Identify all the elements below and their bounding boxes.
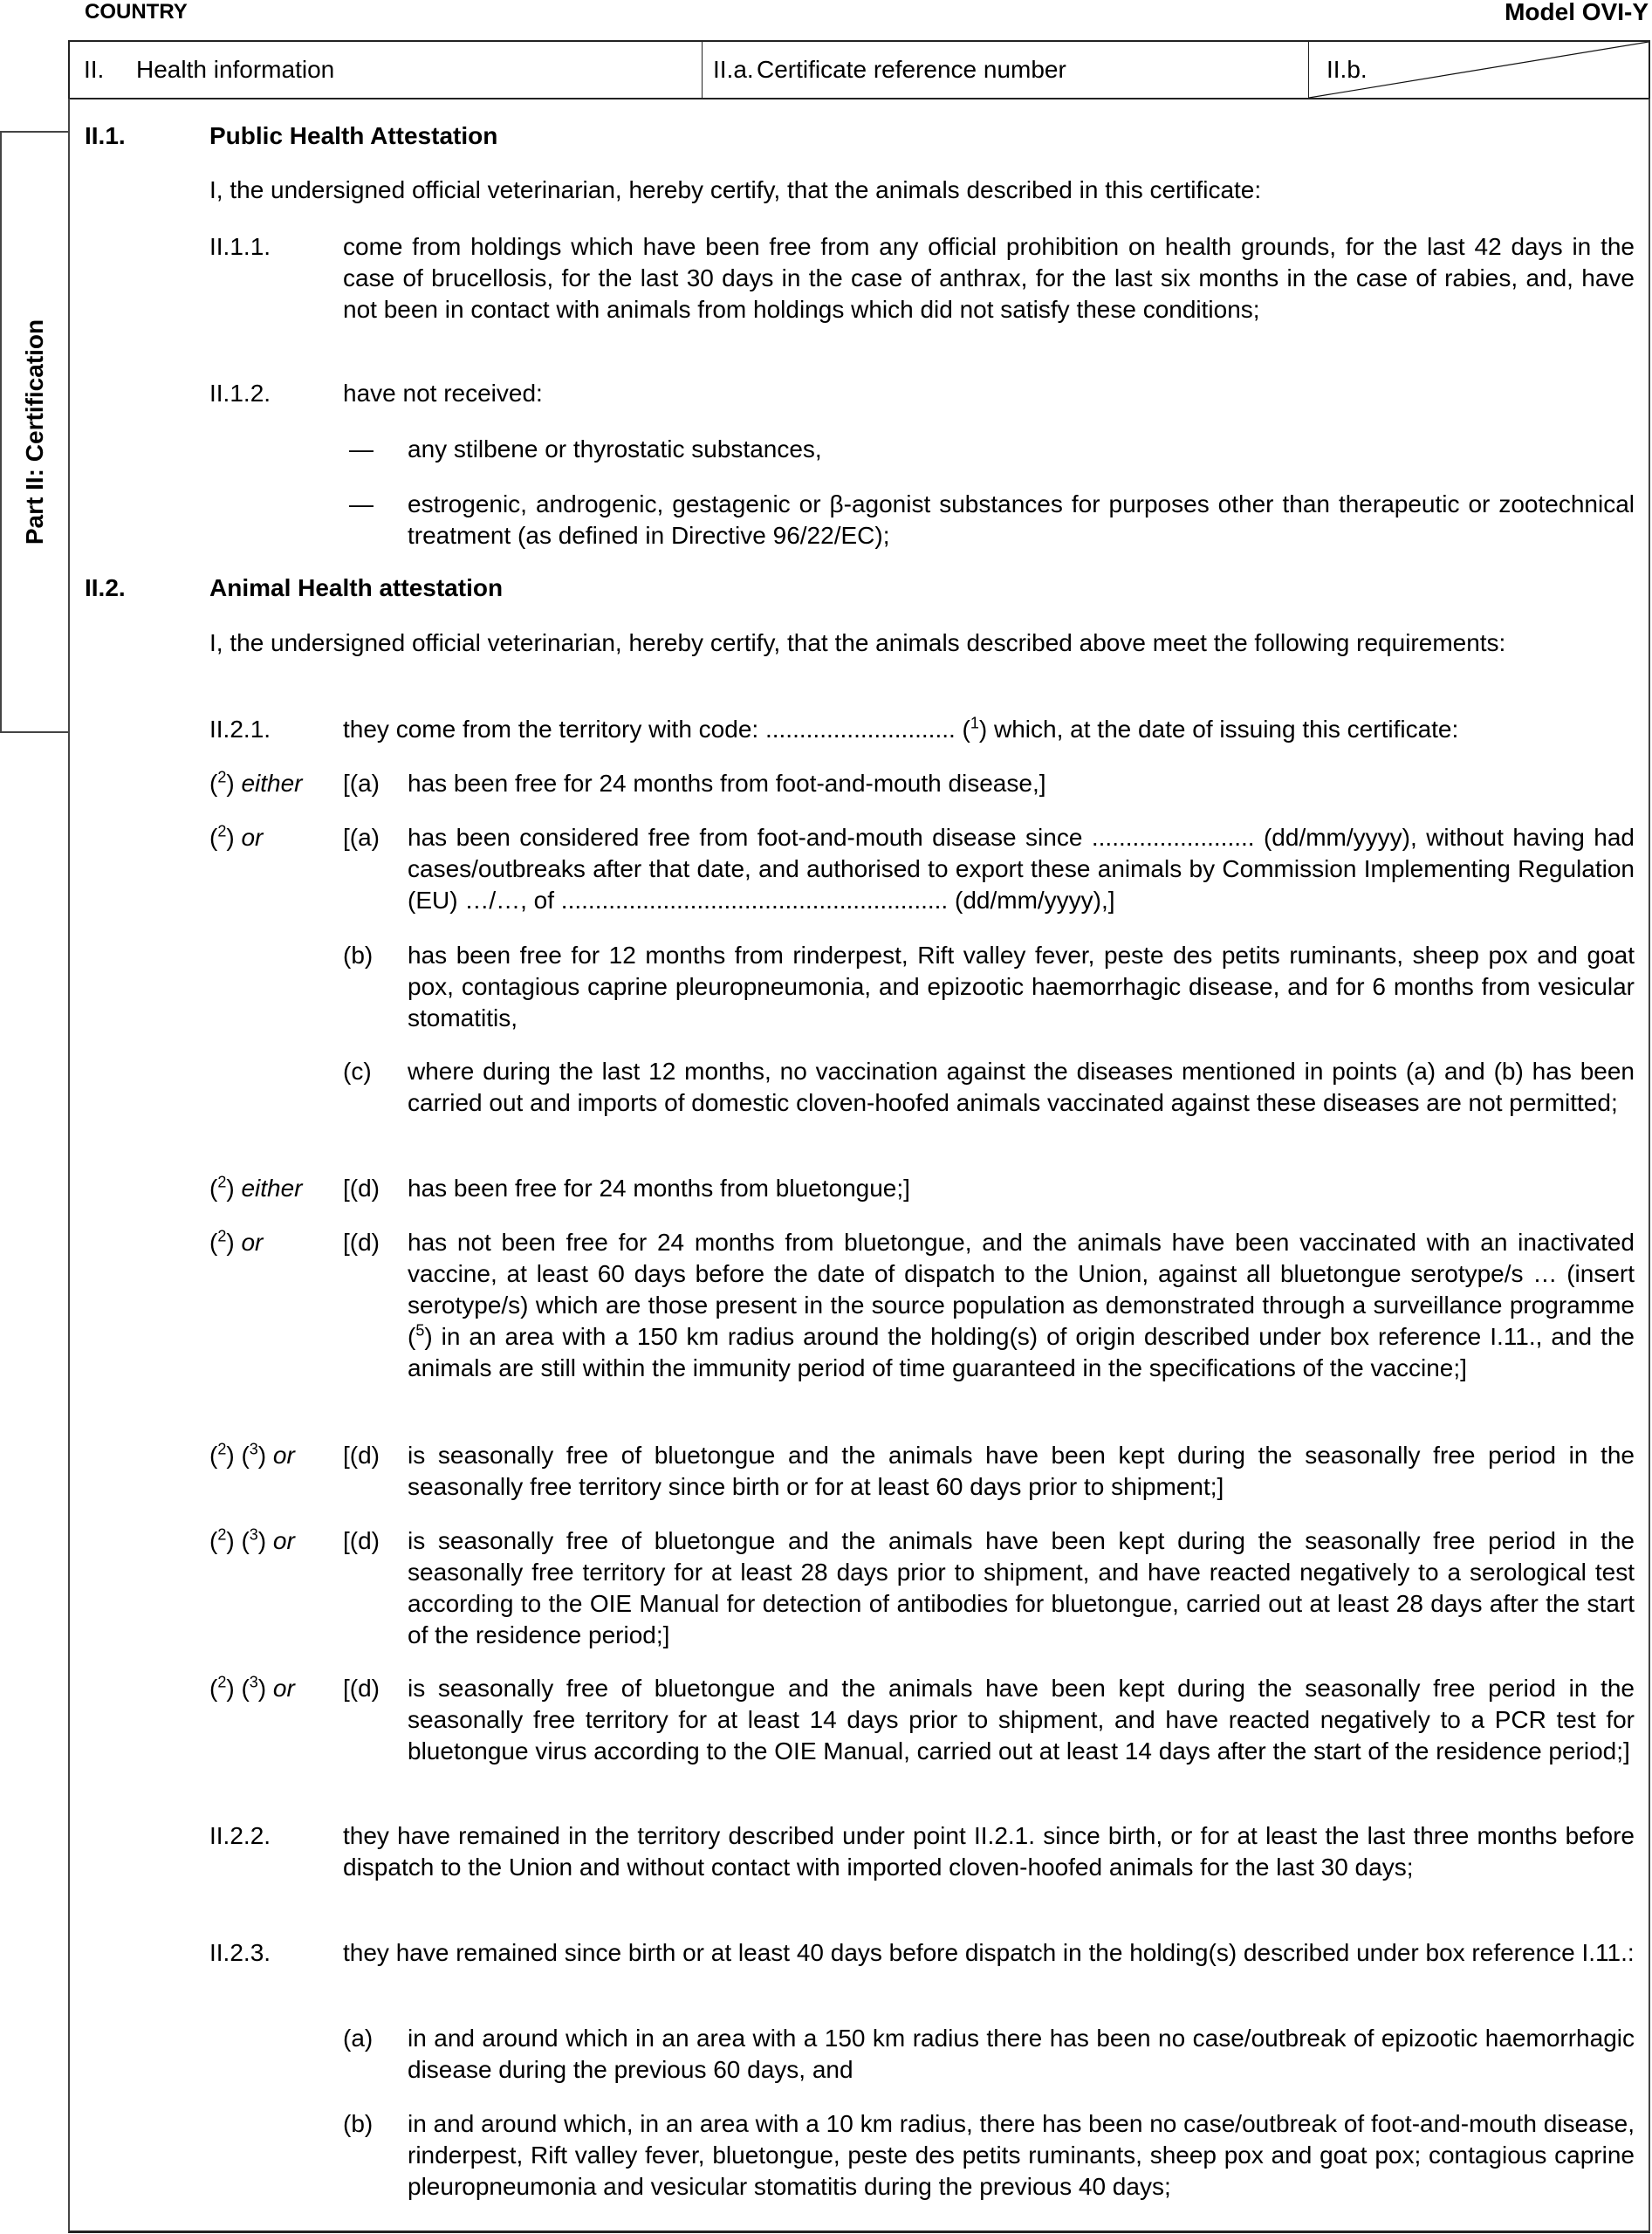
- sub-item-label: (a): [343, 2025, 374, 2052]
- header-row: [68, 40, 1650, 99]
- option-text: has been free for 12 months from rinderpest, Rift valley fever, peste des petits ruminants, sheep pox and goat pox, contagious caprine pleuropneumonia, and epizootic haemorrhagic disease, and for 6 months from vesicular stomatitis,: [408, 942, 1635, 1031]
- footnote-ref: 1: [970, 714, 979, 732]
- sub-item-text: in and around which, in an area with a 10 km radius, there has been no case/outbreak of foot-and-mouth disease, rinderpest, Rift valley fever, bluetongue, peste des petits ruminants, sheep pox and goat pox; contagious caprine pleuropneumonia and vesicular stomatitis during the previous 40 days;: [408, 2110, 1635, 2200]
- clause-text: have not received:: [343, 380, 543, 407]
- dash-bullet-icon: —: [349, 435, 374, 463]
- dash-bullet-icon: —: [349, 490, 374, 517]
- iib-cell: [1308, 42, 1649, 98]
- health-number: II.: [84, 56, 105, 83]
- side-tab-label: Part II: Certification: [21, 319, 48, 545]
- certref-number: II.a.: [713, 56, 754, 83]
- option-text: has not been free for 24 months from bluetongue, and the animals have been vaccinated with an inactivated vaccine, at least 60 days before the date of dispatch to the Union, against all bluetongue serotype/s … (insert serotype/s) which are those present in the source population as demonstrated through a surveillance programme ($^5$) in an area with a 150 km radius around the holding(s) of origin described under box reference I.11., and the animals are still within the immunity period of time guaranteed in the specifications of the vaccine;]: [408, 1229, 1635, 1381]
- clause-number: II.1.1.: [209, 233, 271, 260]
- clause-number: II.2.1.: [209, 716, 271, 743]
- clause-number: II.2.3.: [209, 1939, 271, 1966]
- iib-number: II.b.: [1326, 56, 1368, 83]
- health-label: Health information: [136, 56, 335, 83]
- option-text: where during the last 12 months, no vaccination against the diseases mentioned in points (a) and (b) has been carried out and imports of domestic cloven-hoofed animals vaccinated against these diseases are not permitted;: [408, 1058, 1635, 1116]
- option-marker: ($^2$) or: [209, 822, 264, 851]
- section-title: Public Health Attestation: [209, 122, 498, 149]
- option-marker: ($^2$) either: [209, 768, 303, 797]
- clause-text-part: they come from the territory with code: ............................ (: [343, 716, 970, 743]
- clause-text: they have remained since birth or at least 40 days before dispatch in the holding(s) described under box reference I.11.:: [343, 1939, 1635, 1966]
- option-label: [(a): [343, 770, 380, 797]
- clause-text-part: ) which, at the date of issuing this certificate:: [978, 716, 1459, 743]
- certificate-frame: [68, 99, 1650, 2233]
- option-marker: ($^2$) or: [209, 1227, 264, 1256]
- option-marker: ($^2$) ($^3$) or: [209, 1673, 295, 1702]
- sub-item-label: (b): [343, 2110, 374, 2137]
- section-intro: I, the undersigned official veterinarian, hereby certify, that the animals described in this certificate:: [209, 176, 1262, 203]
- section-number: II.1.: [85, 122, 126, 149]
- option-label: [(d): [343, 1442, 380, 1469]
- option-marker: ($^2$) either: [209, 1173, 303, 1202]
- country-label: COUNTRY: [85, 0, 188, 24]
- clause-text: they have remained in the territory described under point II.2.1. since birth, or for at least the last three months before dispatch to the Union and without contact with imported cloven-hoofed animals for the last 30 days;: [343, 1822, 1635, 1881]
- option-marker: ($^2$) ($^3$) or: [209, 1525, 295, 1554]
- diagonal-strike-icon: [1309, 42, 1649, 98]
- option-label: (c): [343, 1058, 372, 1085]
- section-title: Animal Health attestation: [209, 574, 504, 601]
- option-label: [(d): [343, 1229, 380, 1256]
- section-number: II.2.: [85, 574, 126, 601]
- option-text: is seasonally free of bluetongue and the animals have been kept during the seasonally free period in the seasonally free territory for at least 14 days prior to shipment, and have reacted negatively to a PCR test for bluetongue virus according to the OIE Manual, carried out at least 14 days after the start of the residence period;]: [408, 1675, 1635, 1765]
- side-tab: [0, 131, 68, 733]
- health-information-cell: [70, 42, 702, 98]
- option-label: (b): [343, 942, 374, 969]
- clause-text: [343, 714, 1635, 745]
- option-text: has been free for 24 months from foot-and-mouth disease,]: [408, 770, 1046, 797]
- option-text: has been considered free from foot-and-mouth disease since ........................ (dd/mm/yyyy), without having had cases/outbreaks after that date, and authorised to export these animals by Commission Implementing Regulation (EU) …/…, of ......................................................... (dd/mm/yyyy),]: [408, 824, 1635, 914]
- option-text: is seasonally free of bluetongue and the animals have been kept during the seasonally free period in the seasonally free territory for at least 28 days prior to shipment, and have reacted negatively to a serological test according to the OIE Manual for detection of antibodies for bluetongue, carried out at least 28 days after the start of the residence period;]: [408, 1527, 1635, 1648]
- clause-number: II.1.2.: [209, 380, 271, 407]
- clause-text: come from holdings which have been free from any official prohibition on health grounds, for the last 42 days in the case of brucellosis, for the last 30 days in the case of anthrax, for the last six months in the case of rabies, and, have not been in contact with animals from holdings which did not satisfy these conditions;: [343, 233, 1635, 323]
- sub-item-text: in and around which in an area with a 150 km radius there has been no case/outbreak of epizootic haemorrhagic disease during the previous 60 days, and: [408, 2025, 1635, 2083]
- clause-number: II.2.2.: [209, 1822, 271, 1849]
- certref-label: Certificate reference number: [757, 56, 1066, 83]
- bullet-text: estrogenic, androgenic, gestagenic or β-agonist substances for purposes other than therapeutic or zootechnical treatment (as defined in Directive 96/22/EC);: [408, 490, 1635, 549]
- model-label: Model OVI-Y: [1505, 0, 1649, 25]
- option-label: [(d): [343, 1527, 380, 1554]
- option-label: [(d): [343, 1175, 380, 1202]
- section-intro: I, the undersigned official veterinarian, hereby certify, that the animals described above meet the following requirements:: [209, 629, 1506, 656]
- option-text: is seasonally free of bluetongue and the animals have been kept during the seasonally free period in the seasonally free territory since birth or for at least 60 days prior to shipment;]: [408, 1442, 1635, 1500]
- certificate-reference-cell: [702, 42, 1308, 98]
- option-text: has been free for 24 months from bluetongue;]: [408, 1175, 910, 1202]
- option-marker: ($^2$) ($^3$) or: [209, 1440, 295, 1469]
- option-label: [(a): [343, 824, 380, 851]
- footnote-ref: 5: [415, 1321, 425, 1340]
- option-label: [(d): [343, 1675, 380, 1702]
- bullet-text: any stilbene or thyrostatic substances,: [408, 435, 822, 463]
